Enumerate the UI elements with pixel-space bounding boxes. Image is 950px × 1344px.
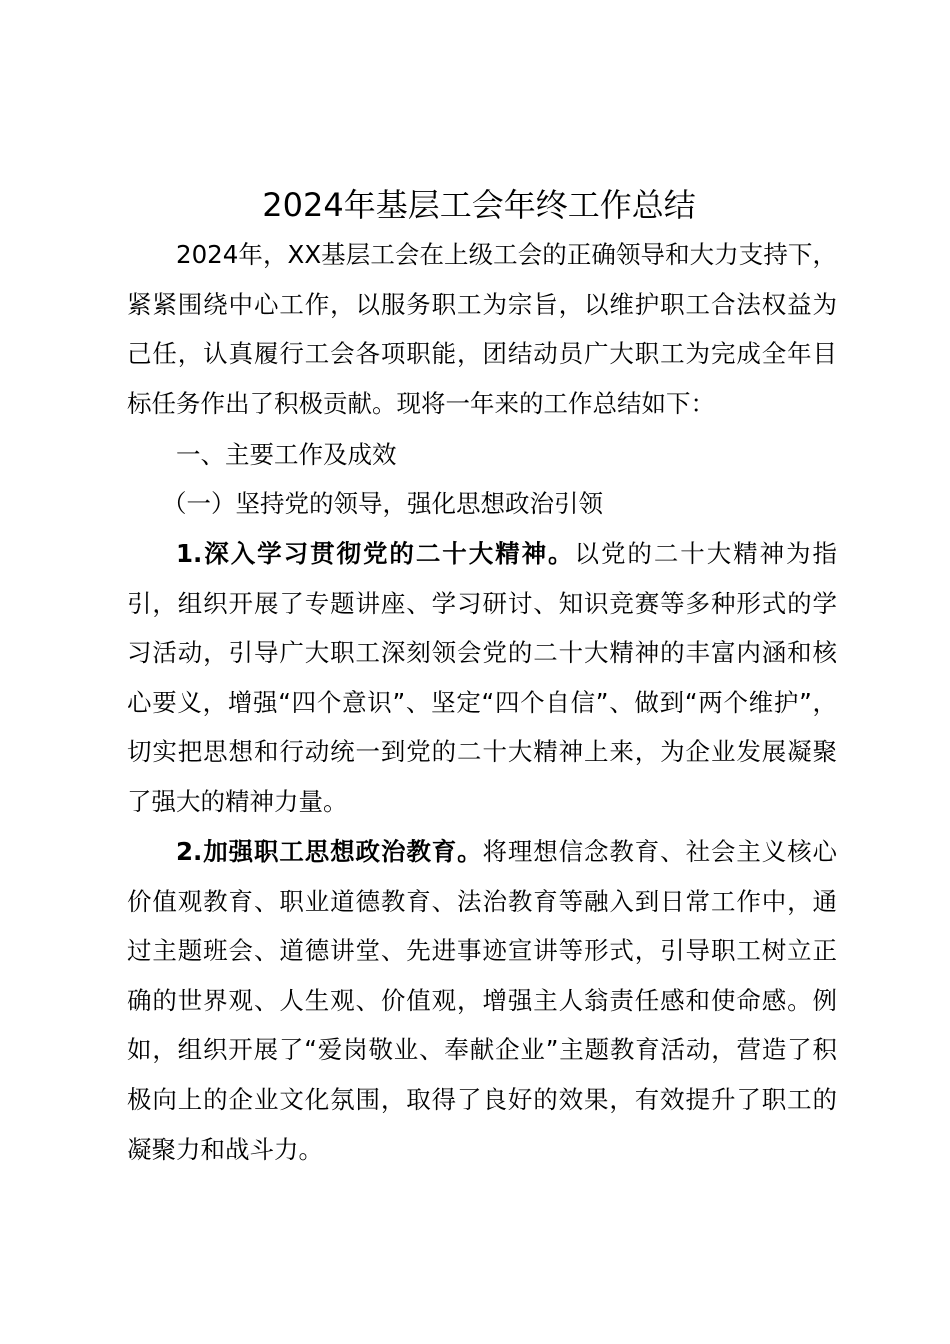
item-paragraph-1: [127, 529, 837, 827]
intro-paragraph: 2024年，XX基层工会在上级工会的正确领导和大力支持下，紧紧围绕中心工作，以服务职工为宗旨，以维护职工合法权益为己任，认真履行工会各项职能，团结动员广大职工为完成全年目标任务作出了积极贡献。现将一年来的工作总结如下：: [127, 240, 837, 418]
item-paragraph-2: [127, 827, 837, 1174]
item-1-lead: 1.深入学习贯彻党的二十大精神。: [176, 539, 575, 568]
document-title: 2024年基层工会年终工作总结: [262, 186, 696, 224]
item-2-body: 将理想信念教育、社会主义核心价值观教育、职业道德教育、法治教育等融入到日常工作中，通过主题班会、道德讲堂、先进事迹宣讲等形式，引导职工树立正确的世界观、人生观、价值观，增强主人翁责任感和使命感。例如，组织开展了“爱岗敬业、奉献企业”主题教育活动，营造了积极向上的企业文化氛围，取得了良好的效果，有效提升了职工的凝聚力和战斗力。: [127, 837, 837, 1164]
section-heading: 一、主要工作及成效: [176, 440, 397, 469]
item-2-lead: 2.加强职工思想政治教育。: [176, 837, 483, 866]
item-1-body: 以党的二十大精神为指引，组织开展了专题讲座、学习研讨、知识竞赛等多种形式的学习活动，引导广大职工深刻领会党的二十大精神的丰富内涵和核心要义，增强“四个意识”、坚定“四个自信”、做到“两个维护”，切实把思想和行动统一到党的二十大精神上来，为企业发展凝聚了强大的精神力量。: [127, 539, 838, 816]
subsection-heading: （一）坚持党的领导，强化思想政治引领: [162, 489, 603, 518]
